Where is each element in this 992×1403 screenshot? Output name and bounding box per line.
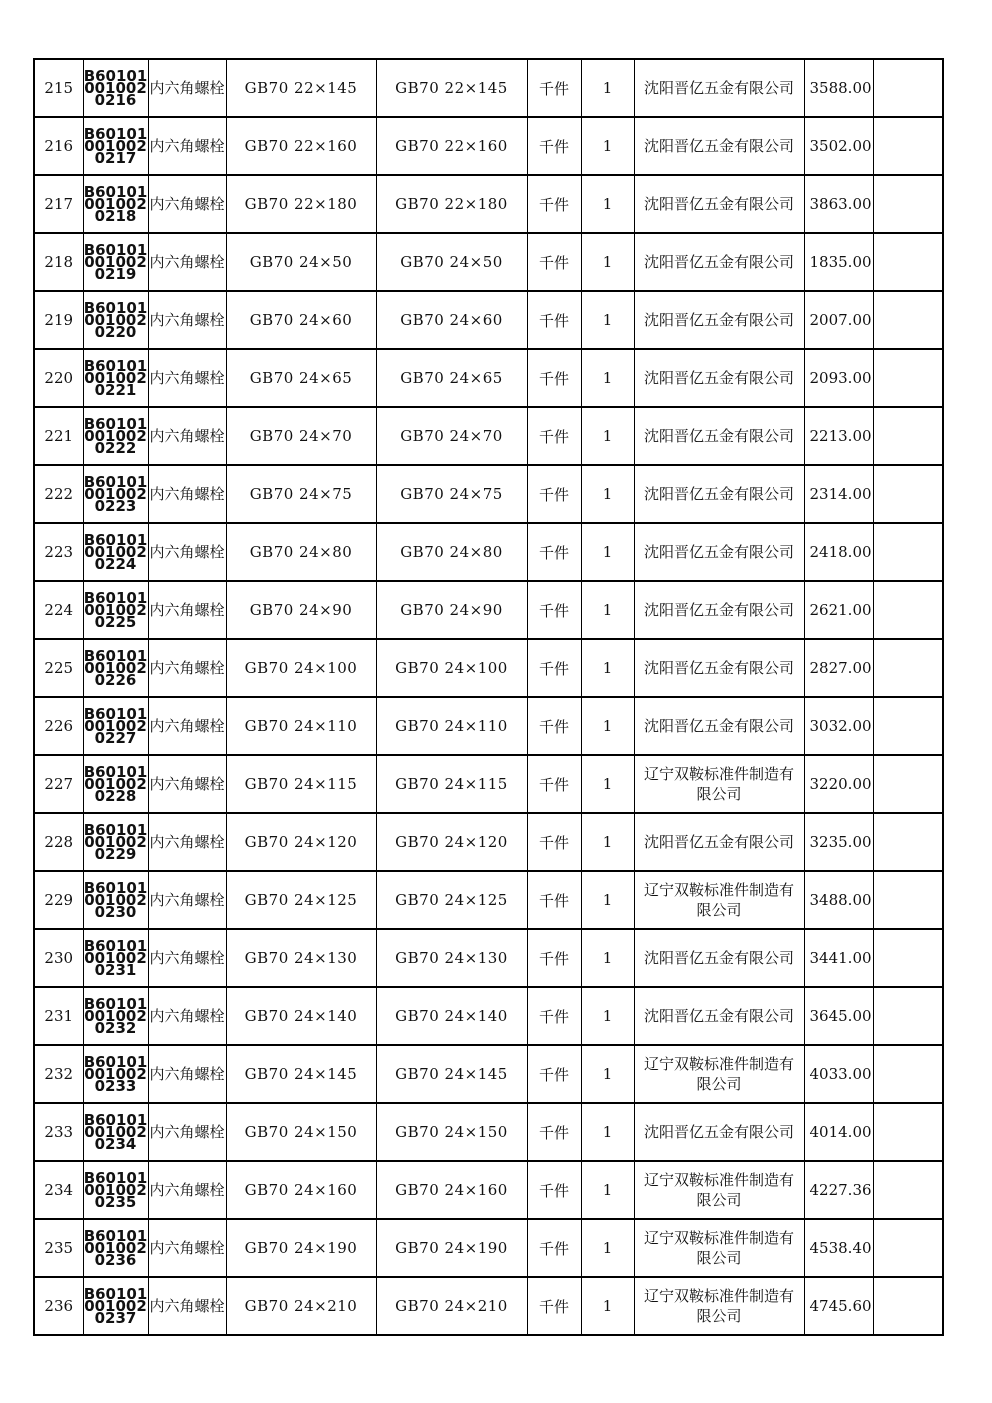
table-row xyxy=(34,175,943,233)
unit-cell: 千件 xyxy=(527,59,581,117)
material-code-cell: B601010010020227 xyxy=(83,697,148,755)
unit-cell: 千件 xyxy=(527,871,581,929)
item-spec-cell: GB70 22×180 xyxy=(226,175,376,233)
supplier-name-cell: 沈阳晋亿五金有限公司 xyxy=(634,1103,804,1161)
item-name-cell: 内六角螺栓 xyxy=(148,59,226,117)
supplier-name-cell: 沈阳晋亿五金有限公司 xyxy=(634,175,804,233)
remark-cell xyxy=(873,581,943,639)
table-row xyxy=(34,291,943,349)
unit-price-cell: 4014.00 xyxy=(804,1103,873,1161)
unit-cell: 千件 xyxy=(527,523,581,581)
item-model-cell: GB70 24×130 xyxy=(376,929,527,987)
supplier-name-cell: 辽宁双鞍标准件制造有限公司 xyxy=(634,1161,804,1219)
unit-price-cell: 3588.00 xyxy=(804,59,873,117)
material-code-cell: B601010010020220 xyxy=(83,291,148,349)
remark-cell xyxy=(873,755,943,813)
unit-price-cell: 3645.00 xyxy=(804,987,873,1045)
item-name-cell: 内六角螺栓 xyxy=(148,117,226,175)
item-model-cell: GB70 24×80 xyxy=(376,523,527,581)
item-model-cell: GB70 24×125 xyxy=(376,871,527,929)
supplier-name-cell: 沈阳晋亿五金有限公司 xyxy=(634,639,804,697)
row-number-cell: 226 xyxy=(34,697,83,755)
quantity-cell: 1 xyxy=(581,813,634,871)
table-row xyxy=(34,117,943,175)
item-spec-cell: GB70 24×140 xyxy=(226,987,376,1045)
item-model-cell: GB70 24×190 xyxy=(376,1219,527,1277)
unit-price-cell: 2007.00 xyxy=(804,291,873,349)
item-name-cell: 内六角螺栓 xyxy=(148,349,226,407)
item-model-cell: GB70 24×140 xyxy=(376,987,527,1045)
unit-cell: 千件 xyxy=(527,813,581,871)
item-model-cell: GB70 24×150 xyxy=(376,1103,527,1161)
supplier-name-cell: 辽宁双鞍标准件制造有限公司 xyxy=(634,871,804,929)
remark-cell xyxy=(873,59,943,117)
item-name-cell: 内六角螺栓 xyxy=(148,291,226,349)
supplier-name-cell: 沈阳晋亿五金有限公司 xyxy=(634,813,804,871)
supplier-name-cell: 沈阳晋亿五金有限公司 xyxy=(634,697,804,755)
quantity-cell: 1 xyxy=(581,59,634,117)
table-row xyxy=(34,581,943,639)
item-spec-cell: GB70 24×75 xyxy=(226,465,376,523)
item-name-cell: 内六角螺栓 xyxy=(148,465,226,523)
item-model-cell: GB70 24×110 xyxy=(376,697,527,755)
item-name-cell: 内六角螺栓 xyxy=(148,813,226,871)
material-code-cell: B601010010020224 xyxy=(83,523,148,581)
remark-cell xyxy=(873,871,943,929)
item-name-cell: 内六角螺栓 xyxy=(148,233,226,291)
item-name-cell: 内六角螺栓 xyxy=(148,755,226,813)
unit-price-cell: 3863.00 xyxy=(804,175,873,233)
row-number-cell: 225 xyxy=(34,639,83,697)
material-code-cell: B601010010020237 xyxy=(83,1277,148,1335)
row-number-cell: 220 xyxy=(34,349,83,407)
material-code-cell: B601010010020233 xyxy=(83,1045,148,1103)
table-row xyxy=(34,929,943,987)
unit-cell: 千件 xyxy=(527,1161,581,1219)
item-name-cell: 内六角螺栓 xyxy=(148,1161,226,1219)
table-row xyxy=(34,987,943,1045)
unit-cell: 千件 xyxy=(527,349,581,407)
table-row xyxy=(34,465,943,523)
remark-cell xyxy=(873,813,943,871)
unit-price-cell: 3488.00 xyxy=(804,871,873,929)
remark-cell xyxy=(873,291,943,349)
material-code-cell: B601010010020223 xyxy=(83,465,148,523)
item-spec-cell: GB70 24×50 xyxy=(226,233,376,291)
remark-cell xyxy=(873,523,943,581)
remark-cell xyxy=(873,697,943,755)
supplier-name-cell: 沈阳晋亿五金有限公司 xyxy=(634,117,804,175)
item-spec-cell: GB70 24×70 xyxy=(226,407,376,465)
table-row xyxy=(34,407,943,465)
item-model-cell: GB70 24×145 xyxy=(376,1045,527,1103)
table-row xyxy=(34,1277,943,1335)
table-row xyxy=(34,523,943,581)
unit-price-cell: 3441.00 xyxy=(804,929,873,987)
remark-cell xyxy=(873,175,943,233)
item-name-cell: 内六角螺栓 xyxy=(148,639,226,697)
item-spec-cell: GB70 22×160 xyxy=(226,117,376,175)
remark-cell xyxy=(873,233,943,291)
table-row xyxy=(34,871,943,929)
row-number-cell: 231 xyxy=(34,987,83,1045)
table-row xyxy=(34,813,943,871)
table-row xyxy=(34,1161,943,1219)
item-name-cell: 内六角螺栓 xyxy=(148,1277,226,1335)
item-name-cell: 内六角螺栓 xyxy=(148,581,226,639)
unit-cell: 千件 xyxy=(527,1219,581,1277)
quantity-cell: 1 xyxy=(581,987,634,1045)
unit-cell: 千件 xyxy=(527,291,581,349)
row-number-cell: 236 xyxy=(34,1277,83,1335)
price-table xyxy=(33,58,944,1336)
supplier-name-cell: 辽宁双鞍标准件制造有限公司 xyxy=(634,755,804,813)
unit-cell: 千件 xyxy=(527,117,581,175)
supplier-name-cell: 沈阳晋亿五金有限公司 xyxy=(634,407,804,465)
item-model-cell: GB70 24×90 xyxy=(376,581,527,639)
item-name-cell: 内六角螺栓 xyxy=(148,523,226,581)
unit-price-cell: 2093.00 xyxy=(804,349,873,407)
table-row xyxy=(34,697,943,755)
quantity-cell: 1 xyxy=(581,929,634,987)
item-model-cell: GB70 22×180 xyxy=(376,175,527,233)
quantity-cell: 1 xyxy=(581,755,634,813)
remark-cell xyxy=(873,349,943,407)
item-spec-cell: GB70 24×125 xyxy=(226,871,376,929)
material-code-cell: B601010010020219 xyxy=(83,233,148,291)
row-number-cell: 228 xyxy=(34,813,83,871)
item-name-cell: 内六角螺栓 xyxy=(148,175,226,233)
item-name-cell: 内六角螺栓 xyxy=(148,929,226,987)
remark-cell xyxy=(873,1103,943,1161)
item-model-cell: GB70 24×160 xyxy=(376,1161,527,1219)
supplier-name-cell: 辽宁双鞍标准件制造有限公司 xyxy=(634,1045,804,1103)
unit-price-cell: 4033.00 xyxy=(804,1045,873,1103)
unit-cell: 千件 xyxy=(527,987,581,1045)
table-row xyxy=(34,59,943,117)
row-number-cell: 216 xyxy=(34,117,83,175)
material-code-cell: B601010010020226 xyxy=(83,639,148,697)
item-model-cell: GB70 24×50 xyxy=(376,233,527,291)
item-name-cell: 内六角螺栓 xyxy=(148,697,226,755)
item-spec-cell: GB70 24×115 xyxy=(226,755,376,813)
material-code-cell: B601010010020231 xyxy=(83,929,148,987)
unit-price-cell: 2314.00 xyxy=(804,465,873,523)
item-spec-cell: GB70 24×190 xyxy=(226,1219,376,1277)
row-number-cell: 235 xyxy=(34,1219,83,1277)
unit-price-cell: 3032.00 xyxy=(804,697,873,755)
item-spec-cell: GB70 24×80 xyxy=(226,523,376,581)
material-code-cell: B601010010020225 xyxy=(83,581,148,639)
unit-cell: 千件 xyxy=(527,697,581,755)
unit-price-cell: 4227.36 xyxy=(804,1161,873,1219)
supplier-name-cell: 沈阳晋亿五金有限公司 xyxy=(634,581,804,639)
unit-cell: 千件 xyxy=(527,929,581,987)
remark-cell xyxy=(873,987,943,1045)
item-model-cell: GB70 24×210 xyxy=(376,1277,527,1335)
remark-cell xyxy=(873,1277,943,1335)
row-number-cell: 218 xyxy=(34,233,83,291)
supplier-name-cell: 辽宁双鞍标准件制造有限公司 xyxy=(634,1219,804,1277)
quantity-cell: 1 xyxy=(581,581,634,639)
remark-cell xyxy=(873,929,943,987)
unit-cell: 千件 xyxy=(527,1277,581,1335)
quantity-cell: 1 xyxy=(581,1045,634,1103)
remark-cell xyxy=(873,465,943,523)
unit-price-cell: 3235.00 xyxy=(804,813,873,871)
unit-cell: 千件 xyxy=(527,639,581,697)
quantity-cell: 1 xyxy=(581,1103,634,1161)
row-number-cell: 219 xyxy=(34,291,83,349)
item-spec-cell: GB70 24×130 xyxy=(226,929,376,987)
material-code-cell: B601010010020222 xyxy=(83,407,148,465)
material-code-cell: B601010010020229 xyxy=(83,813,148,871)
item-model-cell: GB70 24×75 xyxy=(376,465,527,523)
item-spec-cell: GB70 24×210 xyxy=(226,1277,376,1335)
item-name-cell: 内六角螺栓 xyxy=(148,1045,226,1103)
quantity-cell: 1 xyxy=(581,697,634,755)
unit-cell: 千件 xyxy=(527,1045,581,1103)
unit-cell: 千件 xyxy=(527,581,581,639)
row-number-cell: 234 xyxy=(34,1161,83,1219)
table-row xyxy=(34,233,943,291)
quantity-cell: 1 xyxy=(581,523,634,581)
row-number-cell: 230 xyxy=(34,929,83,987)
item-model-cell: GB70 24×120 xyxy=(376,813,527,871)
unit-price-cell: 2827.00 xyxy=(804,639,873,697)
material-code-cell: B601010010020228 xyxy=(83,755,148,813)
quantity-cell: 1 xyxy=(581,233,634,291)
row-number-cell: 215 xyxy=(34,59,83,117)
item-name-cell: 内六角螺栓 xyxy=(148,987,226,1045)
unit-price-cell: 2213.00 xyxy=(804,407,873,465)
unit-price-cell: 2418.00 xyxy=(804,523,873,581)
table-row xyxy=(34,755,943,813)
row-number-cell: 217 xyxy=(34,175,83,233)
remark-cell xyxy=(873,407,943,465)
quantity-cell: 1 xyxy=(581,639,634,697)
row-number-cell: 222 xyxy=(34,465,83,523)
item-name-cell: 内六角螺栓 xyxy=(148,407,226,465)
item-spec-cell: GB70 24×120 xyxy=(226,813,376,871)
table-row xyxy=(34,349,943,407)
quantity-cell: 1 xyxy=(581,349,634,407)
row-number-cell: 224 xyxy=(34,581,83,639)
unit-price-cell: 2621.00 xyxy=(804,581,873,639)
row-number-cell: 223 xyxy=(34,523,83,581)
row-number-cell: 233 xyxy=(34,1103,83,1161)
material-code-cell: B601010010020234 xyxy=(83,1103,148,1161)
quantity-cell: 1 xyxy=(581,1277,634,1335)
item-model-cell: GB70 24×70 xyxy=(376,407,527,465)
row-number-cell: 232 xyxy=(34,1045,83,1103)
quantity-cell: 1 xyxy=(581,291,634,349)
unit-cell: 千件 xyxy=(527,407,581,465)
item-model-cell: GB70 22×145 xyxy=(376,59,527,117)
quantity-cell: 1 xyxy=(581,1161,634,1219)
row-number-cell: 227 xyxy=(34,755,83,813)
supplier-name-cell: 沈阳晋亿五金有限公司 xyxy=(634,929,804,987)
material-code-cell: B601010010020230 xyxy=(83,871,148,929)
supplier-name-cell: 辽宁双鞍标准件制造有限公司 xyxy=(634,1277,804,1335)
item-name-cell: 内六角螺栓 xyxy=(148,1103,226,1161)
quantity-cell: 1 xyxy=(581,1219,634,1277)
unit-price-cell: 4538.40 xyxy=(804,1219,873,1277)
item-spec-cell: GB70 24×65 xyxy=(226,349,376,407)
quantity-cell: 1 xyxy=(581,871,634,929)
unit-price-cell: 3220.00 xyxy=(804,755,873,813)
item-name-cell: 内六角螺栓 xyxy=(148,1219,226,1277)
supplier-name-cell: 沈阳晋亿五金有限公司 xyxy=(634,349,804,407)
supplier-name-cell: 沈阳晋亿五金有限公司 xyxy=(634,987,804,1045)
table-row xyxy=(34,1103,943,1161)
remark-cell xyxy=(873,117,943,175)
row-number-cell: 229 xyxy=(34,871,83,929)
supplier-name-cell: 沈阳晋亿五金有限公司 xyxy=(634,233,804,291)
item-model-cell: GB70 22×160 xyxy=(376,117,527,175)
item-spec-cell: GB70 24×90 xyxy=(226,581,376,639)
item-spec-cell: GB70 24×150 xyxy=(226,1103,376,1161)
table-row xyxy=(34,1219,943,1277)
material-code-cell: B601010010020217 xyxy=(83,117,148,175)
remark-cell xyxy=(873,1161,943,1219)
supplier-name-cell: 沈阳晋亿五金有限公司 xyxy=(634,523,804,581)
item-model-cell: GB70 24×115 xyxy=(376,755,527,813)
supplier-name-cell: 沈阳晋亿五金有限公司 xyxy=(634,465,804,523)
remark-cell xyxy=(873,1045,943,1103)
quantity-cell: 1 xyxy=(581,117,634,175)
supplier-name-cell: 沈阳晋亿五金有限公司 xyxy=(634,291,804,349)
table-row xyxy=(34,1045,943,1103)
item-spec-cell: GB70 24×60 xyxy=(226,291,376,349)
unit-price-cell: 4745.60 xyxy=(804,1277,873,1335)
item-spec-cell: GB70 24×110 xyxy=(226,697,376,755)
item-spec-cell: GB70 24×100 xyxy=(226,639,376,697)
remark-cell xyxy=(873,639,943,697)
unit-price-cell: 1835.00 xyxy=(804,233,873,291)
item-model-cell: GB70 24×100 xyxy=(376,639,527,697)
quantity-cell: 1 xyxy=(581,175,634,233)
material-code-cell: B601010010020221 xyxy=(83,349,148,407)
unit-cell: 千件 xyxy=(527,755,581,813)
material-code-cell: B601010010020232 xyxy=(83,987,148,1045)
remark-cell xyxy=(873,1219,943,1277)
unit-cell: 千件 xyxy=(527,175,581,233)
material-code-cell: B601010010020235 xyxy=(83,1161,148,1219)
table-row xyxy=(34,639,943,697)
material-code-cell: B601010010020218 xyxy=(83,175,148,233)
unit-price-cell: 3502.00 xyxy=(804,117,873,175)
item-spec-cell: GB70 24×145 xyxy=(226,1045,376,1103)
supplier-name-cell: 沈阳晋亿五金有限公司 xyxy=(634,59,804,117)
unit-cell: 千件 xyxy=(527,233,581,291)
unit-cell: 千件 xyxy=(527,1103,581,1161)
item-name-cell: 内六角螺栓 xyxy=(148,871,226,929)
item-model-cell: GB70 24×60 xyxy=(376,291,527,349)
row-number-cell: 221 xyxy=(34,407,83,465)
item-model-cell: GB70 24×65 xyxy=(376,349,527,407)
material-code-cell: B601010010020236 xyxy=(83,1219,148,1277)
item-spec-cell: GB70 24×160 xyxy=(226,1161,376,1219)
quantity-cell: 1 xyxy=(581,465,634,523)
quantity-cell: 1 xyxy=(581,407,634,465)
item-spec-cell: GB70 22×145 xyxy=(226,59,376,117)
material-code-cell: B601010010020216 xyxy=(83,59,148,117)
unit-cell: 千件 xyxy=(527,465,581,523)
table-body xyxy=(34,59,943,1335)
